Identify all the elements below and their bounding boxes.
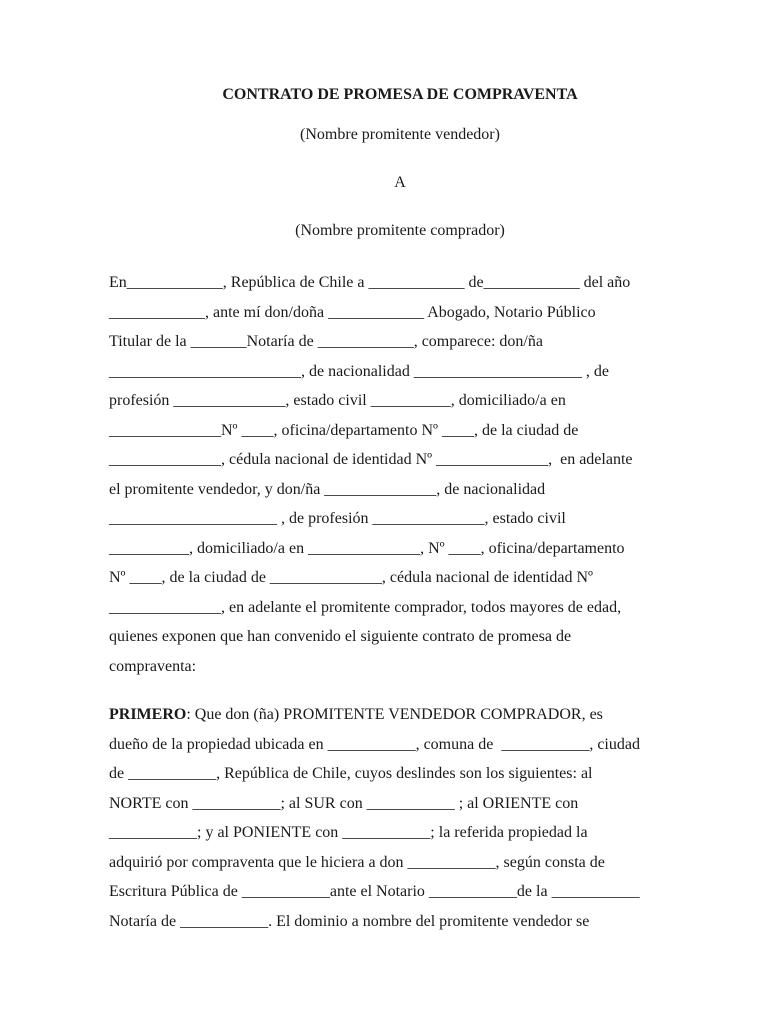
intro-line: Titular de la _______Notaría de ____________, comparece: don/ña [109, 333, 543, 350]
intro-line: _____________________ , de profesión ______________, estado civil [109, 510, 566, 527]
primero-first-line-text: : Que don (ña) PROMITENTE VENDEDOR COMPRADOR, es [186, 706, 603, 723]
primero-line: de ___________, República de Chile, cuyos deslindes son los siguientes: al [109, 765, 593, 782]
intro-line: __________, domiciliado/a en ______________, Nº ____, oficina/departamento [109, 539, 625, 557]
intro-line: En____________, República de Chile a ____________ de____________ del año [109, 274, 631, 291]
intro-line: Nº ____, de la ciudad de ______________, cédula nacional de identidad Nº [109, 569, 594, 586]
intro-line: ______________, en adelante el promitente comprador, todos mayores de edad, [109, 598, 622, 616]
primero-line: Notaría de ___________. El dominio a nombre del promitente vendedor se [109, 912, 590, 930]
intro-line: ______________Nº ____, oficina/departamento Nº ____, de la ciudad de [109, 421, 579, 439]
vendor-name-placeholder: (Nombre promitente vendedor) [300, 126, 500, 143]
primero-line: Escritura Pública de ___________ante el Notario ___________de la ___________ [109, 883, 640, 900]
contract-body [109, 268, 709, 936]
intro-line: profesión ______________, estado civil __________, domiciliado/a en [109, 392, 566, 409]
primero-line: dueño de la propiedad ubicada en ___________, comuna de ___________, ciudad [109, 735, 640, 753]
separator-letter: A [394, 174, 406, 191]
primero-heading-line [109, 700, 709, 730]
intro-line: ________________________, de nacionalidad _____________________ , de [109, 362, 609, 380]
primero-line: NORTE con ___________; al SUR con ___________ ; al ORIENTE con [109, 794, 579, 812]
intro-line: ______________, cédula nacional de identidad Nº ______________, en adelante [109, 451, 633, 468]
intro-line: quienes exponen que han convenido el siguiente contrato de promesa de [109, 628, 572, 645]
primero-line: adquirió por compraventa que le hiciera a don ___________, según consta de [109, 853, 605, 871]
paragraph-gap [109, 681, 709, 700]
intro-line: compraventa: [109, 657, 197, 675]
buyer-name-placeholder: (Nombre promitente comprador) [295, 222, 505, 239]
intro-line: el promitente vendedor, y don/ña ______________, de nacionalidad [109, 480, 546, 498]
document-title: CONTRATO DE PROMESA DE COMPRAVENTA [222, 86, 578, 103]
primero-label: PRIMERO [109, 706, 187, 723]
primero-line: ___________; y al PONIENTE con ___________; la referida propiedad la [109, 824, 588, 841]
intro-line: ____________, ante mí don/doña ____________ Abogado, Notario Público [109, 303, 596, 321]
